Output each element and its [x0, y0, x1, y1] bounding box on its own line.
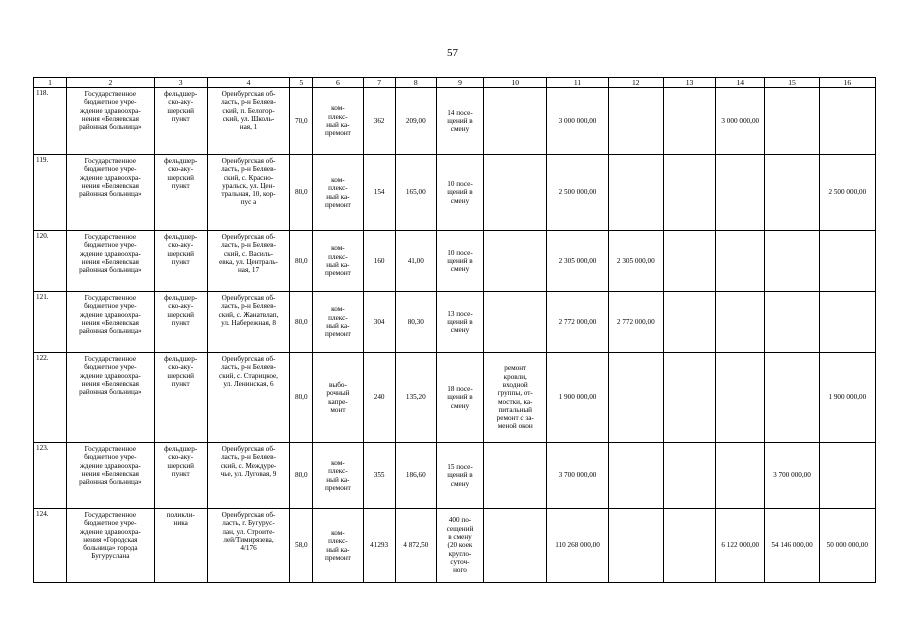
cost-col16 [819, 443, 875, 509]
area-value: 80,0 [290, 231, 313, 292]
area-value: 70,0 [290, 88, 313, 155]
table-row [34, 509, 876, 583]
total-cost: 2 305 000,00 [547, 231, 608, 292]
works-description [484, 155, 547, 231]
col7-value: 362 [363, 88, 395, 155]
facility-address: Оренбургская об- ласть, р-н Беляев- ский, с. Василь- евка, ул. Централь- ная, 17 [207, 231, 289, 292]
capacity-value: 13 посе- щений в смену [436, 292, 483, 353]
cost-col16: 50 000 000,00 [819, 509, 875, 583]
institution-name: Государственное бюджетное учре- ждение здравоохра- нения «Беляевская районная больница» [67, 155, 154, 231]
col8-value: 186,60 [395, 443, 436, 509]
row-number: 120. [34, 231, 67, 292]
capacity-value: 18 посе- щений в смену [436, 353, 483, 443]
capacity-value: 400 по- сещений в смену (20 коек кругло- суточ- ного [436, 509, 483, 583]
table-row [34, 443, 876, 509]
facility-address: Оренбургская об- ласть, р-н Беляев- ский, с. Междуре- чье, ул. Луговая, 9 [207, 443, 289, 509]
col8-value: 41,00 [395, 231, 436, 292]
repair-type: ком- плекс- ный ка- премонт [313, 443, 363, 509]
cost-col14: 6 122 000,00 [716, 509, 765, 583]
cost-col14 [716, 292, 765, 353]
cost-col12: 2 772 000,00 [608, 292, 663, 353]
cost-col12: 2 305 000,00 [608, 231, 663, 292]
cost-col14: 3 000 000,00 [716, 88, 765, 155]
facility-type: фельдшер- ско-аку- шерский пункт [154, 231, 207, 292]
cost-col16: 2 500 000,00 [819, 155, 875, 231]
institution-name: Государственное бюджетное учре- ждение здравоохра- нения «Беляевская районная больница» [67, 353, 154, 443]
facility-address: Оренбургская об- ласть, р-н Беляев- ский, с. Красно- уральск, ул. Цен- тральная, 10, кор- пус а [207, 155, 289, 231]
cost-col15 [765, 231, 819, 292]
col7-value: 160 [363, 231, 395, 292]
facility-type: фельдшер- ско-аку- шерский пункт [154, 88, 207, 155]
cost-col16: 1 900 000,00 [819, 353, 875, 443]
works-description [484, 88, 547, 155]
col-header: 8 [395, 78, 436, 88]
col-header: 9 [436, 78, 483, 88]
institution-name: Государственное бюджетное учре- ждение здравоохра- нения «Беляевская районная больница» [67, 88, 154, 155]
capacity-value: 14 посе- щений в смену [436, 88, 483, 155]
works-description [484, 509, 547, 583]
cost-col13 [663, 509, 715, 583]
cost-col13 [663, 443, 715, 509]
repair-type: ком- плекс- ный ка- премонт [313, 231, 363, 292]
facility-type: фельдшер- ско-аку- шерский пункт [154, 155, 207, 231]
page-number: 57 [447, 47, 458, 59]
area-value: 58,0 [290, 509, 313, 583]
institution-name: Государственное бюджетное учре- ждение здравоохра- нения «Городская больница» города Бугуруслана [67, 509, 154, 583]
table-row [34, 353, 876, 443]
col7-value: 154 [363, 155, 395, 231]
works-description [484, 292, 547, 353]
facility-type: фельдшер- ско-аку- шерский пункт [154, 353, 207, 443]
row-number: 123. [34, 443, 67, 509]
col-header: 15 [765, 78, 819, 88]
institution-name: Государственное бюджетное учре- ждение здравоохра- нения «Беляевская районная больница» [67, 231, 154, 292]
cost-col15 [765, 292, 819, 353]
institution-name: Государственное бюджетное учре- ждение здравоохра- нения «Беляевская районная больница» [67, 443, 154, 509]
facility-type: фельдшер- ско-аку- шерский пункт [154, 292, 207, 353]
facility-address: Оренбургская об- ласть, р-н Беляев- ский, с. Жанатвлап, ул. Набережная, 8 [207, 292, 289, 353]
cost-col14 [716, 353, 765, 443]
total-cost: 2 772 000,00 [547, 292, 608, 353]
row-number: 121. [34, 292, 67, 353]
cost-col12 [608, 155, 663, 231]
col-header: 10 [484, 78, 547, 88]
works-description [484, 231, 547, 292]
row-number: 122. [34, 353, 67, 443]
row-number: 119. [34, 155, 67, 231]
cost-col14 [716, 443, 765, 509]
col-header: 11 [547, 78, 608, 88]
capacity-value: 15 посе- щений в смену [436, 443, 483, 509]
facility-address: Оренбургская об- ласть, г. Бугурус- лан, ул. Строите- лей/Тимирязева, 4/176 [207, 509, 289, 583]
col7-value: 240 [363, 353, 395, 443]
total-cost: 2 500 000,00 [547, 155, 608, 231]
col-header: 3 [154, 78, 207, 88]
col8-value: 4 872,50 [395, 509, 436, 583]
works-description [484, 443, 547, 509]
total-cost: 110 268 000,00 [547, 509, 608, 583]
row-number: 124. [34, 509, 67, 583]
cost-col15 [765, 88, 819, 155]
cost-col12 [608, 88, 663, 155]
cost-col14 [716, 231, 765, 292]
col-header: 7 [363, 78, 395, 88]
area-value: 80,0 [290, 292, 313, 353]
capital-repair-table [33, 77, 876, 583]
repair-type: выбо- рочный капре- монт [313, 353, 363, 443]
col-header: 5 [290, 78, 313, 88]
cost-col15 [765, 155, 819, 231]
table-row [34, 292, 876, 353]
col-header: 13 [663, 78, 715, 88]
col7-value: 41293 [363, 509, 395, 583]
total-cost: 1 900 000,00 [547, 353, 608, 443]
col7-value: 355 [363, 443, 395, 509]
cost-col13 [663, 353, 715, 443]
cost-col12 [608, 509, 663, 583]
repair-type: ком- плекс- ный ка- премонт [313, 155, 363, 231]
col8-value: 135,20 [395, 353, 436, 443]
table-row [34, 231, 876, 292]
repair-type: ком- плекс- ный ка- премонт [313, 88, 363, 155]
facility-type: поликли- ника [154, 509, 207, 583]
cost-col15 [765, 353, 819, 443]
col8-value: 209,00 [395, 88, 436, 155]
repair-type: ком- плекс- ный ка- премонт [313, 509, 363, 583]
col-header: 14 [716, 78, 765, 88]
col-header: 16 [819, 78, 875, 88]
capacity-value: 10 посе- щений в смену [436, 231, 483, 292]
col8-value: 80,30 [395, 292, 436, 353]
col-header: 12 [608, 78, 663, 88]
header-row [34, 78, 876, 88]
col-header: 2 [67, 78, 154, 88]
facility-type: фельдшер- ско-аку- шерский пункт [154, 443, 207, 509]
area-value: 80,0 [290, 155, 313, 231]
col-header: 6 [313, 78, 363, 88]
col8-value: 165,00 [395, 155, 436, 231]
table-row [34, 155, 876, 231]
repair-type: ком- плекс- ный ка- премонт [313, 292, 363, 353]
table-row [34, 88, 876, 155]
area-value: 80,0 [290, 443, 313, 509]
cost-col14 [716, 155, 765, 231]
row-number: 118. [34, 88, 67, 155]
works-description: ремонт кровли, входной группы, от- мостки, ка- питальный ремонт с за- меной окон [484, 353, 547, 443]
cost-col13 [663, 231, 715, 292]
institution-name: Государственное бюджетное учре- ждение здравоохра- нения «Беляевская районная больница» [67, 292, 154, 353]
capacity-value: 10 посе- щений в смену [436, 155, 483, 231]
facility-address: Оренбургская об- ласть, р-н Беляев- ский, с. Старицкое, ул. Ленинская, 6 [207, 353, 289, 443]
cost-col13 [663, 88, 715, 155]
cost-col15: 54 146 000,00 [765, 509, 819, 583]
cost-col15: 3 700 000,00 [765, 443, 819, 509]
col7-value: 304 [363, 292, 395, 353]
col-header: 1 [34, 78, 67, 88]
cost-col16 [819, 292, 875, 353]
cost-col16 [819, 231, 875, 292]
cost-col12 [608, 443, 663, 509]
total-cost: 3 000 000,00 [547, 88, 608, 155]
cost-col16 [819, 88, 875, 155]
cost-col12 [608, 353, 663, 443]
col-header: 4 [207, 78, 289, 88]
cost-col13 [663, 155, 715, 231]
cost-col13 [663, 292, 715, 353]
area-value: 80,0 [290, 353, 313, 443]
total-cost: 3 700 000,00 [547, 443, 608, 509]
facility-address: Оренбургская об- ласть, р-н Беляев- ский, п. Белогор- ский, ул. Школь- ная, 1 [207, 88, 289, 155]
